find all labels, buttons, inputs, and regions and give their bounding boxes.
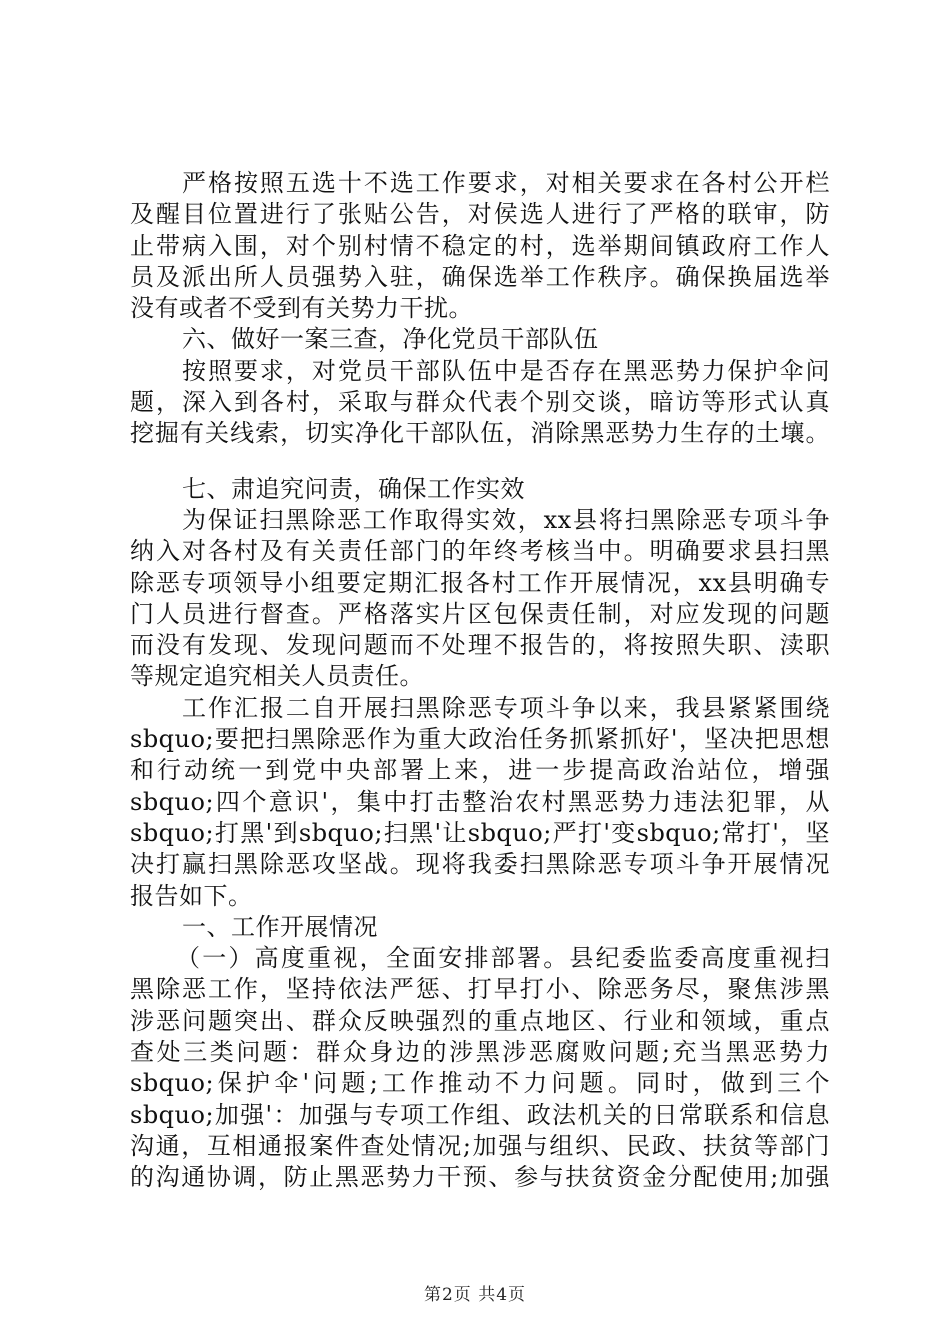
paragraph [130, 943, 830, 1193]
text-line: sbquo;加强'：加强与专项工作组、政法机关的日常联系和信息 [130, 1100, 830, 1129]
heading-line: 六、做好一案三查，净化党员干部队伍 [182, 325, 599, 354]
text-line: 除恶专项领导小组要定期汇报各村工作开展情况，xx县明确专 [130, 568, 830, 597]
text-line: sbquo;保护伞'问题;工作推动不力问题。同时，做到三个 [130, 1069, 830, 1098]
text-line: 为保证扫黑除恶工作取得实效，xx县将扫黑除恶专项斗争 [182, 505, 830, 534]
text-line: （一）高度重视，全面安排部署。县纪委监委高度重视扫 [176, 944, 830, 973]
text-line: 决打赢扫黑除恶攻坚战。现将我委扫黑除恶专项斗争开展情况 [130, 850, 830, 879]
text-line: 严格按照五选十不选工作要求，对相关要求在各村公开栏 [182, 169, 830, 197]
blank-line [130, 450, 830, 474]
text-line: 黑除恶工作，坚持依法严惩、打早打小、除恶务尽，聚焦涉黑 [130, 975, 830, 1004]
text-line: 没有或者不受到有关势力干扰。 [130, 294, 473, 323]
text-line: 的沟通协调，防止黑恶势力干预、参与扶贫资金分配使用;加强 [130, 1163, 830, 1192]
page-number-footer: 第2页 共4页 [423, 1285, 527, 1305]
document-body [130, 168, 830, 1194]
text-line: 涉恶问题突出、群众反映强烈的重点地区、行业和领域，重点 [130, 1006, 830, 1035]
section-heading [130, 324, 830, 355]
paragraph [130, 356, 830, 450]
text-line: 报告如下。 [130, 881, 253, 910]
text-line: 沟通，互相通报案件查处情况;加强与组织、民政、扶贫等部门 [130, 1131, 830, 1160]
paragraph [130, 168, 830, 324]
text-line: sbquo;要把扫黑除恶作为重大政治任务抓紧抓好'，坚决把思想 [130, 725, 830, 754]
text-line: 查处三类问题：群众身边的涉黑涉恶腐败问题;充当黑恶势力 [130, 1038, 830, 1067]
paragraph [130, 693, 830, 912]
paragraph [130, 505, 830, 693]
text-line: 及醒目位置进行了张贴公告，对侯选人进行了严格的联审，防 [130, 200, 830, 229]
text-line: sbquo;四个意识'，集中打击整治农村黑恶势力违法犯罪，从 [130, 787, 830, 816]
text-line: 纳入对各村及有关责任部门的年终考核当中。明确要求县扫黑 [130, 537, 830, 566]
text-line: 挖掘有关线索，切实净化干部队伍，消除黑恶势力生存的土壤。 [130, 419, 830, 448]
text-line: 题，深入到各村，采取与群众代表个别交谈，暗访等形式认真 [130, 388, 830, 417]
text-line: 门人员进行督查。严格落实片区包保责任制，对应发现的问题 [130, 599, 830, 628]
text-line: 按照要求，对党员干部队伍中是否存在黑恶势力保护伞问 [182, 356, 830, 385]
section-heading [130, 912, 830, 943]
heading-line: 一、工作开展情况 [182, 912, 378, 941]
text-line: 员及派出所人员强势入驻，确保选举工作秩序。确保换届选举 [130, 262, 830, 291]
section-heading [130, 474, 830, 505]
text-line: 等规定追究相关人员责任。 [130, 662, 424, 691]
text-line: sbquo;打黑'到sbquo;扫黑'让sbquo;严打'变sbquo;常打'，坚 [130, 818, 830, 847]
heading-line: 七、肃追究问责，确保工作实效 [182, 474, 525, 503]
text-line: 和行动统一到党中央部署上来，进一步提高政治站位，增强 [130, 756, 830, 785]
text-line: 工作汇报二自开展扫黑除恶专项斗争以来，我县紧紧围绕 [182, 693, 830, 722]
text-line: 而没有发现、发现问题而不处理不报告的，将按照失职、渎职 [130, 631, 830, 660]
text-line: 止带病入围，对个别村情不稳定的村，选举期间镇政府工作人 [130, 231, 830, 260]
